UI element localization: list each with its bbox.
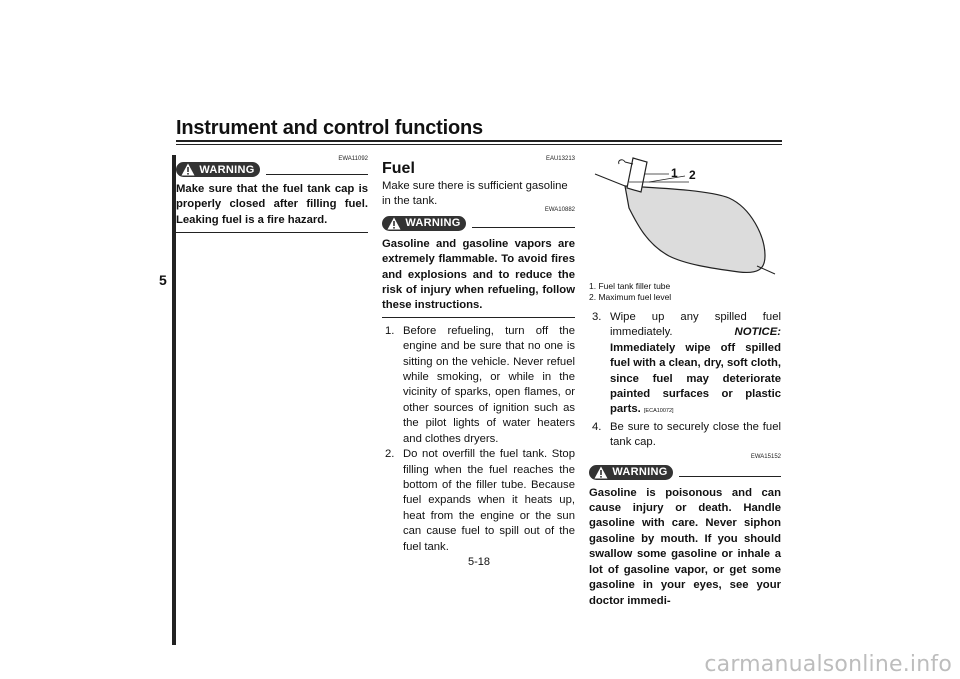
reference-code: EWA10882 [544, 206, 575, 213]
step-number: 2. [385, 448, 395, 461]
warning-text: Make sure that the fuel tank cap is properly closed after filling fuel. Leaking fuel is a fire hazard. [176, 183, 368, 226]
warning-triangle-icon [387, 217, 401, 230]
step-list [589, 310, 781, 451]
step-text-wrap [610, 310, 781, 420]
intro-text: Make sure there is sufficient gasoline in the tank. [382, 180, 568, 208]
fuel-tank-outline [625, 186, 765, 272]
tank-top-contour [595, 174, 625, 186]
callout-label-2: 2 [689, 168, 696, 182]
warning-label: WARNING [405, 217, 461, 230]
figure-caption-2: 2. Maximum fuel level [589, 292, 672, 302]
list-item [385, 447, 575, 555]
step-number: 3. [592, 311, 602, 323]
leader-line-2 [649, 176, 685, 182]
list-item [592, 310, 781, 420]
notice-text: Immediately wipe off spilled fuel with a clean, dry, soft cloth, since fuel may deteriorate painted surfaces or plastic parts. [610, 341, 781, 416]
warning-header [382, 206, 575, 231]
section-heading: Fuel [382, 160, 415, 177]
right-column [589, 152, 781, 609]
warning-line [679, 476, 781, 477]
step-text: Wipe up any spilled fuel immediately. [610, 311, 781, 339]
warning-header [176, 162, 368, 177]
middle-column [382, 152, 575, 555]
warning-end-rule [176, 232, 368, 233]
reference-code: EWA15152 [750, 453, 781, 460]
figure-caption-1: 1. Fuel tank filler tube [589, 281, 671, 291]
warning-badge [589, 465, 673, 480]
step-text: Do not overfill the fuel tank. Stop filling when the fuel reaches the bottom of the filler tube. Because fuel expands when it heats up, heat from the engine or the sun can cause fuel to spill out of the fuel tank. [403, 448, 575, 553]
step-number: 4. [592, 420, 602, 433]
notice-code: [ECA10072] [643, 408, 674, 415]
warning-end-rule [382, 317, 575, 318]
callout-label-1: 1 [671, 166, 678, 180]
step-number: 1. [385, 324, 395, 337]
warning-label: WARNING [612, 466, 668, 479]
header-rule-thin [176, 144, 782, 145]
header-rule [176, 140, 782, 142]
warning-line-wrap [466, 206, 575, 231]
warning-badge [176, 162, 260, 177]
step-list [382, 324, 575, 555]
warning-badge [382, 216, 466, 231]
page-number: 5-18 [468, 556, 491, 568]
warning-line [472, 227, 575, 228]
notice-label: NOTICE: [734, 326, 781, 339]
warning-header [589, 453, 781, 480]
fuel-tank-diagram [589, 152, 781, 280]
left-column [176, 152, 368, 233]
reference-code: EAU13213 [545, 156, 575, 162]
warning-triangle-icon [594, 466, 608, 479]
page-title: Instrument and control functions [176, 117, 483, 139]
list-item [385, 324, 575, 447]
warning-line-wrap [673, 453, 781, 480]
step-text: Be sure to securely close the fuel tank cap. [610, 420, 781, 449]
reference-code: EWA11092 [338, 156, 368, 162]
step-text: Before refueling, turn off the engine and be sure that no one is sitting on the vehicle. Never refuel while smoking, or while in the vicinity of sparks, open flames, or other sources of ignition such as the pilot lights of water heaters and clothes dryers. [403, 324, 575, 445]
warning-text: Gasoline is poisonous and can cause injury or death. Handle gasoline with care. Never siphon gasoline by mouth. If you should swallow some gasoline or inhale a lot of gasoline vapor, or get some gasoline in your eyes, see your doctor immedi- [589, 486, 781, 607]
list-item [592, 420, 781, 451]
watermark: carmanualsonline.info [704, 652, 952, 677]
chapter-number: 5 [159, 272, 167, 288]
warning-label: WARNING [199, 163, 255, 176]
warning-text: Gasoline and gasoline vapors are extremely flammable. To avoid fires and explosions and to reduce the risk of injury when refueling, follow these instructions. [382, 237, 575, 312]
warning-triangle-icon [181, 163, 195, 176]
warning-line [266, 174, 368, 175]
